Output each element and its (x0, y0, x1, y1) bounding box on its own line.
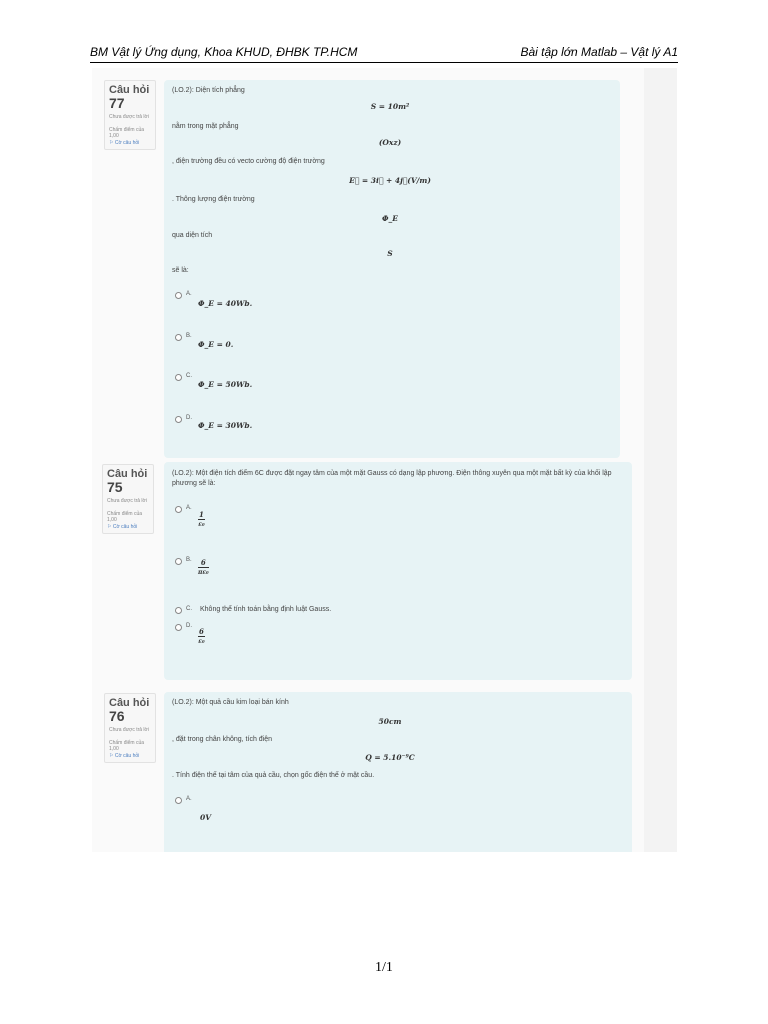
question-number: 75 (107, 479, 123, 495)
option-letter: A. (186, 505, 192, 511)
flag-label: Cờ câu hỏi (114, 753, 140, 759)
question-label: Câu hỏi (109, 697, 150, 709)
question-info-77 (104, 80, 156, 150)
question-status: Chưa được trả lời (109, 727, 149, 733)
question-status: Chưa được trả lời (107, 498, 147, 504)
q77-text-3: , điện trường đều có vecto cường độ điện trường (172, 158, 325, 165)
q77-text-1: (LO.2): Diện tích phẳng (172, 87, 245, 94)
question-mark: Chấm điểm của 1,00 (107, 511, 143, 523)
radio-button[interactable] (175, 797, 182, 804)
radio-button[interactable] (175, 558, 182, 565)
q77-text-2: nằm trong mặt phẳng (172, 123, 239, 130)
option-fraction (198, 558, 209, 577)
q77-text-4: . Thông lượng điện trường (172, 196, 255, 203)
option-letter: B. (186, 557, 192, 563)
radio-button[interactable] (175, 374, 182, 381)
radio-button[interactable] (175, 607, 182, 614)
option-value: Φ_E = 0. (198, 340, 234, 349)
question-mark: Chấm điểm của 1,00 (109, 127, 145, 139)
q76-math-2: Q = 5.10⁻⁹C (365, 753, 415, 762)
radio-button[interactable] (175, 506, 182, 513)
flag-label: Cờ câu hỏi (114, 140, 140, 146)
option-value: Không thể tính toán bằng định luật Gauss. (200, 606, 332, 613)
question-info-76 (104, 693, 156, 763)
option-fraction (198, 627, 205, 646)
q77-math-2: (Oxz) (378, 138, 402, 147)
q77-text-6: sẽ là: (172, 267, 189, 274)
q77-math-5: S (387, 249, 393, 258)
option-letter: B. (186, 333, 192, 339)
flag-question-link[interactable]: ⚐ Cờ câu hỏi (109, 140, 140, 146)
q76-text-2: , đặt trong chân không, tích điện (172, 736, 273, 743)
radio-button[interactable] (175, 416, 182, 423)
option-value: Φ_E = 50Wb. (198, 380, 253, 389)
fraction-numerator: 6 (198, 558, 209, 568)
question-info-75 (102, 464, 154, 534)
radio-button[interactable] (175, 334, 182, 341)
q75-text: (LO.2): Một điện tích điểm 6C được đặt ngay tâm của một mặt Gauss có dạng lập phương. Điện thông xuyên qua một mặt bất kỳ của khối lập phương sẽ là: (172, 470, 612, 487)
header-right: Bài tập lớn Matlab – Vật lý A1 (520, 45, 678, 59)
option-letter: D. (186, 623, 192, 629)
flag-question-link[interactable]: ⚐ Cờ câu hỏi (107, 524, 138, 530)
q77-text-5: qua diện tích (172, 232, 213, 239)
option-letter: C. (186, 606, 192, 612)
option-value: Φ_E = 40Wb. (198, 299, 253, 308)
question-card-77 (164, 80, 620, 458)
radio-button[interactable] (175, 292, 182, 299)
option-letter: A. (186, 796, 192, 802)
question-label: Câu hỏi (109, 84, 150, 96)
scrollbar-track[interactable] (644, 68, 677, 852)
option-letter: D. (186, 415, 192, 421)
question-status: Chưa được trả lời (109, 114, 149, 120)
question-mark: Chấm điểm của 1,00 (109, 740, 145, 752)
option-value: Φ_E = 30Wb. (198, 421, 253, 430)
fraction-denominator: πε₀ (198, 569, 209, 576)
q76-math-1: 50cm (378, 717, 402, 726)
page-number: 1/1 (375, 960, 393, 975)
fraction-numerator: 1 (199, 510, 204, 519)
q77-math-1: S = 10m² (370, 102, 410, 111)
question-card-75 (164, 462, 632, 680)
q76-text-3: . Tính điện thế tại tâm của quả cầu, chọn gốc điện thế ở mặt cầu. (172, 772, 375, 779)
flag-question-link[interactable]: ⚐ Cờ câu hỏi (109, 753, 140, 759)
question-number: 76 (109, 708, 125, 724)
option-fraction (198, 510, 205, 529)
q77-math-3: E⃗ = 3i⃗ + 4j⃗(V/m) (349, 176, 431, 185)
q77-math-4: Φ_E (382, 214, 398, 223)
header-left: BM Vật lý Ứng dụng, Khoa KHUD, ĐHBK TP.HCM (90, 45, 358, 59)
flag-label: Cờ câu hỏi (112, 524, 138, 530)
question-number: 77 (109, 95, 125, 111)
fraction-denominator: ε₀ (198, 638, 205, 645)
fraction-denominator: ε₀ (198, 521, 205, 528)
question-label: Câu hỏi (107, 468, 148, 480)
option-letter: A. (186, 291, 192, 297)
radio-button[interactable] (175, 624, 182, 631)
fraction-numerator: 6 (199, 627, 204, 636)
option-value: 0V (200, 813, 212, 822)
q76-text-1: (LO.2): Một quả cầu kim loại bán kính (172, 699, 289, 706)
option-letter: C. (186, 373, 192, 379)
page-header (90, 44, 678, 63)
